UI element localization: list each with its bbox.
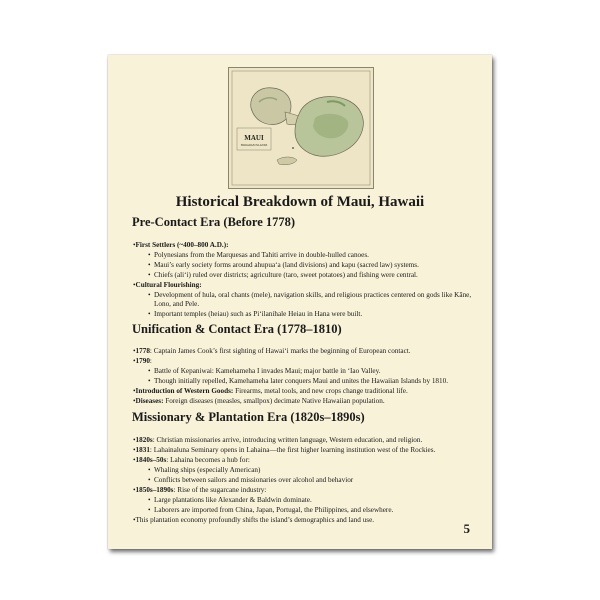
- item-label: 1850s–1890s: [135, 486, 174, 494]
- list-item: •1778: Captain James Cook’s first sighting of Hawaiʻi marks the beginning of European contact.: [133, 347, 411, 355]
- maui-map-image: [228, 67, 374, 189]
- item-label: 1831: [135, 446, 150, 454]
- item-text: : Lahainaluna Seminary opens in Lahaina—the first higher learning institution west of the Rockies.: [149, 446, 436, 454]
- list-item: •Introduction of Western Goods: Firearms, metal tools, and new crops change traditional life.: [133, 387, 408, 395]
- item-text: : Christian missionaries arrive, introducing written language, Western education, and religion.: [152, 436, 423, 444]
- list-item: • Large plantations like Alexander & Baldwin dominate.: [148, 496, 312, 504]
- item-label: 1840s–50s: [135, 456, 167, 464]
- list-item: •Cultural Flourishing:: [133, 281, 202, 289]
- list-item: • Development of hula, oral chants (mele), navigation skills, and religious practices centered on gods like Kāne,: [148, 291, 472, 299]
- item-label: Introduction of Western Goods:: [135, 387, 234, 395]
- list-item: •1790:: [133, 357, 152, 365]
- book-page: [108, 55, 492, 549]
- list-item: •Diseases: Foreign diseases (measles, smallpox) decimate Native Hawaiian population.: [133, 397, 385, 405]
- item-text: Whaling ships (especially American): [154, 466, 261, 474]
- item-text: : Rise of the sugarcane industry:: [173, 486, 267, 494]
- item-text: Lono, and Pele.: [154, 300, 200, 308]
- list-item: • Maui’s early society forms around ahupuaʻa (land divisions) and kapu (sacred law) systems.: [148, 261, 419, 269]
- item-label: 1790: [135, 357, 150, 365]
- list-item: • Whaling ships (especially American): [148, 466, 261, 474]
- list-item: • Chiefs (aliʻi) ruled over districts; agriculture (taro, sweet potatoes) and fishing were central.: [148, 271, 418, 279]
- item-text: Foreign diseases (measles, smallpox) decimate Native Hawaiian population.: [163, 397, 385, 405]
- item-label: Diseases:: [135, 397, 164, 405]
- list-item: • Polynesians from the Marquesas and Tahiti arrive in double-hulled canoes.: [148, 251, 369, 259]
- list-item: •1850s–1890s: Rise of the sugarcane industry:: [133, 486, 267, 494]
- section-heading-missionary: Missionary & Plantation Era (1820s–1890s): [132, 410, 365, 424]
- list-item: • Important temples (heiau) such as Piʻilanihale Heiau in Hana were built.: [148, 310, 363, 318]
- item-text: Large plantations like Alexander & Baldwin dominate.: [154, 496, 312, 504]
- item-label: 1778: [135, 347, 150, 355]
- item-text: Important temples (heiau) such as Piʻilanihale Heiau in Hana were built.: [154, 310, 363, 318]
- item-text: : Captain James Cook’s first sighting of Hawaiʻi marks the beginning of European contact.: [149, 347, 411, 355]
- item-text: Maui’s early society forms around ahupuaʻa (land divisions) and kapu (sacred law) systems.: [154, 261, 419, 269]
- list-item: • Battle of Kepaniwai: Kamehameha I invades Maui; major battle in ʻIao Valley.: [148, 367, 381, 375]
- list-item: • Laborers are imported from China, Japan, Portugal, the Philippines, and elsewhere.: [148, 506, 394, 514]
- list-item: •1820s: Christian missionaries arrive, introducing written language, Western education, and religion.: [133, 436, 423, 444]
- map-title: MAUI: [244, 134, 264, 142]
- list-item: •1840s–50s: Lahaina becomes a hub for:: [133, 456, 250, 464]
- section-heading-unification: Unification & Contact Era (1778–1810): [132, 322, 342, 336]
- item-label: First Settlers (~400–800 A.D.):: [135, 241, 229, 249]
- item-text: Conflicts between sailors and missionaries over alcohol and behavior: [154, 476, 354, 484]
- item-label: 1820s: [135, 436, 153, 444]
- section-heading-pre-contact: Pre-Contact Era (Before 1778): [132, 215, 296, 229]
- item-text: Laborers are imported from China, Japan, Portugal, the Philippines, and elsewhere.: [154, 506, 394, 514]
- list-item: •1831: Lahainaluna Seminary opens in Lahaina—the first higher learning institution west of the Rockies.: [133, 446, 436, 454]
- list-item: • Conflicts between sailors and missionaries over alcohol and behavior: [148, 476, 354, 484]
- item-text: Development of hula, oral chants (mele), navigation skills, and religious practices centered on gods like Kāne,: [154, 291, 472, 299]
- item-text: : Lahaina becomes a hub for:: [166, 456, 250, 464]
- item-text: Though initially repelled, Kamehameha later conquers Maui and unites the Hawaiian Islands by 1810.: [154, 377, 449, 385]
- page-title: Historical Breakdown of Maui, Hawaii: [175, 194, 425, 210]
- list-item: •This plantation economy profoundly shifts the island’s demographics and land use.: [133, 516, 375, 524]
- item-text: Firearms, metal tools, and new crops change traditional life.: [233, 387, 408, 395]
- list-item-continuation: [148, 300, 199, 309]
- list-item: •First Settlers (~400–800 A.D.):: [133, 241, 229, 249]
- item-text: Polynesians from the Marquesas and Tahiti arrive in double-hulled canoes.: [154, 251, 369, 259]
- item-text: Chiefs (aliʻi) ruled over districts; agriculture (taro, sweet potatoes) and fishing were central.: [154, 271, 418, 279]
- map-subtitle: HAWAIIAN ISLANDS: [240, 144, 268, 147]
- maui-map-drawing: [229, 68, 373, 188]
- item-label: Cultural Flourishing:: [135, 281, 202, 289]
- item-text: This plantation economy profoundly shifts the island’s demographics and land use.: [135, 516, 375, 524]
- item-text: Battle of Kepaniwai: Kamehameha I invades Maui; major battle in ʻIao Valley.: [154, 367, 381, 375]
- page-number: 5: [463, 521, 470, 536]
- list-item: • Though initially repelled, Kamehameha later conquers Maui and unites the Hawaiian Islands by 1810.: [148, 377, 449, 385]
- item-text: :: [149, 357, 152, 365]
